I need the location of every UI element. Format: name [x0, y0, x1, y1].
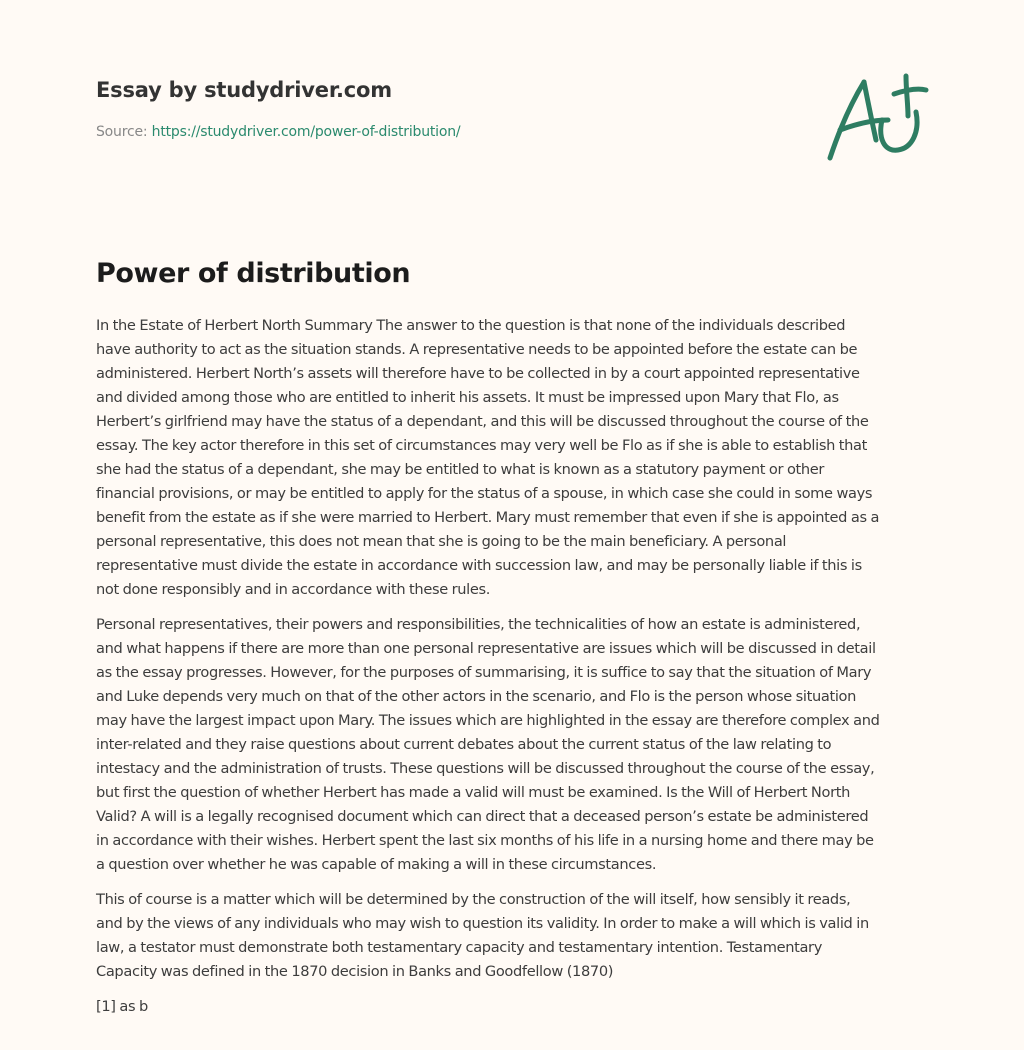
text-line: and by the views of any individuals who may wish to question its validity. In order to make a will which is valid in — [96, 915, 869, 932]
source-link[interactable]: https://studydriver.com/power-of-distribution/ — [151, 124, 461, 140]
text-line: not done responsibly and in accordance with these rules. — [96, 581, 491, 598]
text-line: In the Estate of Herbert North Summary The answer to the question is that none of the individuals described — [96, 317, 846, 334]
text-line: in accordance with their wishes. Herbert spent the last six months of his life in a nursing home and there may be — [96, 832, 874, 849]
text-line: inter-related and they raise questions about current debates about the current status of the law relating to — [96, 736, 832, 753]
text-line: essay. The key actor therefore in this set of circumstances may very well be Flo as if she is able to establish that — [96, 437, 868, 454]
text-line: have authority to act as the situation stands. A representative needs to be appointed before the estate can be — [96, 341, 858, 358]
text-line: and what happens if there are more than one personal representative are issues which will be discussed in detail — [96, 640, 876, 657]
text-line: but first the question of whether Herbert has made a valid will must be examined. Is the Will of Herbert North — [96, 784, 850, 801]
text-line: Valid? A will is a legally recognised document which can direct that a deceased person’s estate be administered — [96, 808, 869, 825]
source-line — [96, 122, 460, 142]
paragraph-1 — [96, 314, 932, 602]
text-line: [1] as b — [96, 998, 148, 1015]
text-line: administered. Herbert North’s assets will therefore have to be collected in by a court appointed representative — [96, 365, 860, 382]
paragraph-3 — [96, 888, 932, 984]
site-title: Essay by studydriver.com — [96, 78, 392, 102]
paragraph-2 — [96, 613, 932, 877]
paragraph-4 — [96, 995, 932, 1019]
text-line: benefit from the estate as if she were married to Herbert. Mary must remember that even if she is appointed as a — [96, 509, 880, 526]
source-label: Source: — [96, 124, 152, 140]
text-line: she had the status of a dependant, she may be entitled to what is known as a statutory payment or other — [96, 461, 825, 478]
text-line: and Luke depends very much on that of the other actors in the scenario, and Flo is the person whose situation — [96, 688, 857, 705]
text-line: Capacity was defined in the 1870 decision in Banks and Goodfellow (1870) — [96, 963, 614, 980]
essay-body — [96, 314, 932, 1030]
text-line: Herbert’s girlfriend may have the status of a dependant, and this will be discussed throughout the course of the — [96, 413, 869, 430]
text-line: personal representative, this does not mean that she is going to be the main beneficiary. A personal — [96, 533, 787, 550]
page-header — [96, 0, 928, 200]
text-line: a question over whether he was capable of making a will in these circumstances. — [96, 856, 657, 873]
text-line: financial provisions, or may be entitled to apply for the status of a spouse, in which case she could in some ways — [96, 485, 873, 502]
essay-title: Power of distribution — [96, 258, 411, 289]
text-line: law, a testator must demonstrate both testamentary capacity and testamentary intention. Testamentary — [96, 939, 822, 956]
text-line: This of course is a matter which will be determined by the construction of the will itself, how sensibly it reads, — [96, 891, 851, 908]
text-line: representative must divide the estate in accordance with succession law, and may be personally liable if this is — [96, 557, 862, 574]
text-line: may have the largest impact upon Mary. The issues which are highlighted in the essay are therefore complex and — [96, 712, 880, 729]
a-plus-grade-icon — [826, 68, 930, 164]
text-line: as the essay progresses. However, for the purposes of summarising, it is suffice to say that the situation of Mary — [96, 664, 872, 681]
text-line: intestacy and the administration of trusts. These questions will be discussed throughout the course of the essay, — [96, 760, 875, 777]
text-line: Personal representatives, their powers and responsibilities, the technicalities of how an estate is administered, — [96, 616, 861, 633]
text-line: and divided among those who are entitled to inherit his assets. It must be impressed upon Mary that Flo, as — [96, 389, 839, 406]
